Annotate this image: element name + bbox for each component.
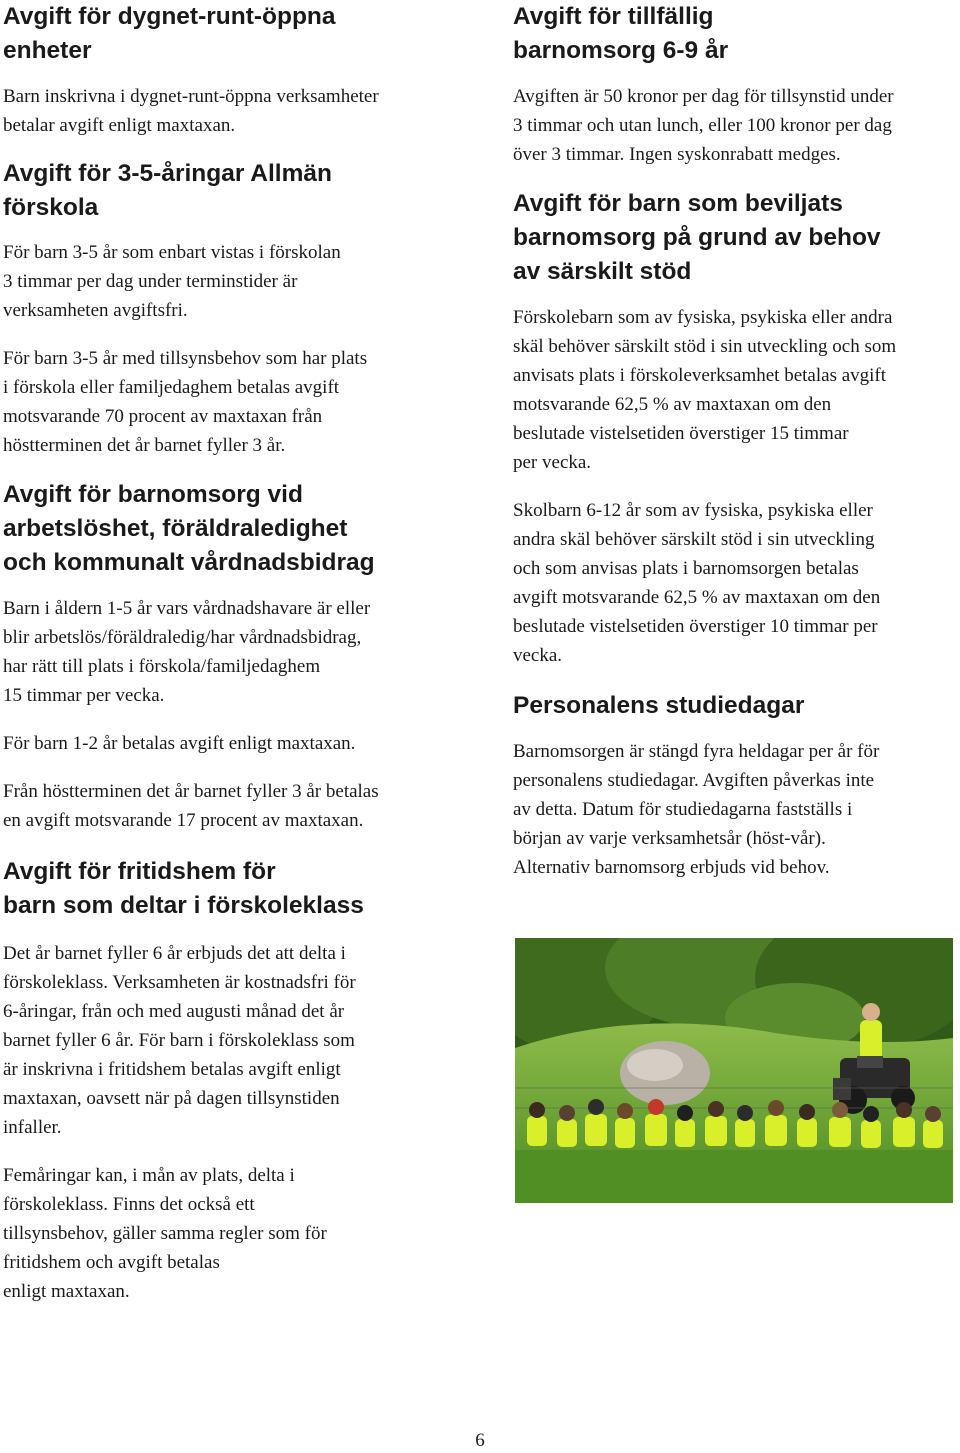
text-line: per vecka.	[513, 452, 592, 473]
para-sarskilt-stod-2	[513, 496, 958, 670]
para-arbetsloshet-2	[3, 729, 448, 758]
text-line: enligt maxtaxan.	[3, 1281, 130, 1302]
text-line: betalar avgift enligt maxtaxan.	[3, 115, 236, 136]
text-line: Avgift för barn som beviljats	[513, 190, 843, 217]
text-line: 6-åringar, från och med augusti månad det år	[3, 1001, 345, 1022]
text-line: barnet fyller 6 år. För barn i förskoleklass som	[3, 1030, 355, 1051]
heading-fritidshem	[3, 855, 448, 923]
text-line: 3 timmar per dag under terminstider är	[3, 271, 298, 292]
text-line: Avgiften är 50 kronor per dag för tillsynstid under	[513, 86, 894, 107]
text-line: beslutade vistelsetiden överstiger 10 timmar per	[513, 616, 878, 637]
text-line: Femåringar kan, i mån av plats, delta i	[3, 1165, 295, 1186]
heading-allman-forskola	[3, 157, 448, 225]
heading-sarskilt-stod	[513, 187, 958, 289]
text-line: och som anvisas plats i barnomsorgen betalas	[513, 558, 859, 579]
text-line: förskola	[3, 194, 99, 221]
text-line: 15 timmar per vecka.	[3, 685, 165, 706]
text-line: barn som deltar i förskoleklass	[3, 892, 364, 919]
text-line: av särskilt stöd	[513, 258, 692, 285]
text-line: Barn i åldern 1-5 år vars vårdnadshavare är eller	[3, 598, 371, 619]
heading-tillfallig-barnomsorg	[513, 0, 958, 68]
text-line: maxtaxan, oavsett när på dagen tillsynstiden	[3, 1088, 340, 1109]
text-line: Förskolebarn som av fysiska, psykiska eller andra	[513, 307, 893, 328]
text-line: en avgift motsvarande 17 procent av maxtaxan.	[3, 810, 364, 831]
text-line: barnomsorg på grund av behov	[513, 224, 881, 251]
text-line: Avgift för tillfällig	[513, 3, 714, 30]
text-line: personalens studiedagar. Avgiften påverkas inte	[513, 770, 875, 791]
foreground-grass	[515, 1150, 953, 1203]
text-line: motsvarande 70 procent av maxtaxan från	[3, 406, 323, 427]
text-line: 3 timmar och utan lunch, eller 100 kronor per dag	[513, 115, 892, 136]
text-line: verksamheten avgiftsfri.	[3, 300, 188, 321]
text-line: Skolbarn 6-12 år som av fysiska, psykiska eller	[513, 500, 873, 521]
photo-children-on-lawn	[515, 938, 953, 1203]
text-line: förskoleklass. Verksamheten är kostnadsfri för	[3, 972, 356, 993]
text-line: andra skäl behöver särskilt stöd i sin utveckling	[513, 529, 875, 550]
page-number: 6	[475, 1430, 485, 1451]
text-line: i förskola eller familjedaghem betalas avgift	[3, 377, 340, 398]
text-line: skäl behöver särskilt stöd i sin utveckling och som	[513, 336, 897, 357]
text-line: och kommunalt vårdnadsbidrag	[3, 549, 375, 576]
text-line: För barn 1-2 år betalas avgift enligt maxtaxan.	[3, 733, 356, 754]
text-line: Avgift för dygnet-runt-öppna	[3, 3, 336, 30]
heading-arbetsloshet	[3, 478, 448, 580]
text-line: infaller.	[3, 1117, 62, 1138]
text-line: är inskrivna i fritidshem betalas avgift enligt	[3, 1059, 341, 1080]
text-line: har rätt till plats i förskola/familjedaghem	[3, 656, 321, 677]
text-line: blir arbetslös/föräldraledig/har vårdnadsbidrag,	[3, 627, 362, 648]
left-column	[3, 0, 448, 1306]
para-sarskilt-stod-1	[513, 303, 958, 477]
para-fritidshem-2	[3, 1161, 448, 1306]
text-line: över 3 timmar. Ingen syskonrabatt medges.	[513, 144, 841, 165]
heading-studiedagar	[513, 689, 958, 723]
heading-dygnet-runt	[3, 0, 448, 68]
text-line: vecka.	[513, 645, 563, 666]
para-allman-forskola-2	[3, 344, 448, 460]
text-line: För barn 3-5 år som enbart vistas i förskolan	[3, 242, 341, 263]
text-line: motsvarande 62,5 % av maxtaxan om den	[513, 394, 832, 415]
text-line: av detta. Datum för studiedagarna fastställs i	[513, 799, 853, 820]
text-line: anvisats plats i förskoleverksamhet betalas avgift	[513, 365, 887, 386]
text-line: beslutade vistelsetiden överstiger 15 timmar	[513, 423, 849, 444]
text-line: Barnomsorgen är stängd fyra heldagar per år för	[513, 741, 880, 762]
text-line: början av varje verksamhetsår (höst-vår).	[513, 828, 826, 849]
text-line: arbetslöshet, föräldraledighet	[3, 515, 348, 542]
para-allman-forskola-1	[3, 238, 448, 325]
para-dygnet-runt	[3, 82, 448, 140]
para-tillfallig-barnomsorg	[513, 82, 958, 169]
text-line: Avgift för 3-5-åringar Allmän	[3, 160, 332, 187]
text-line: Barn inskrivna i dygnet-runt-öppna verksamheter	[3, 86, 379, 107]
text-line: barnomsorg 6-9 år	[513, 37, 729, 64]
text-line: Det år barnet fyller 6 år erbjuds det att delta i	[3, 943, 346, 964]
text-line: För barn 3-5 år med tillsynsbehov som har plats	[3, 348, 368, 369]
text-line: avgift motsvarande 62,5 % av maxtaxan om den	[513, 587, 881, 608]
para-fritidshem-1	[3, 939, 448, 1142]
text-line: Avgift för fritidshem för	[3, 858, 276, 885]
text-line: Från höstterminen det år barnet fyller 3 år betalas	[3, 781, 379, 802]
text-line: Personalens studiedagar	[513, 692, 805, 719]
text-line: höstterminen det år barnet fyller 3 år.	[3, 435, 286, 456]
text-line: förskoleklass. Finns det också ett	[3, 1194, 255, 1215]
text-line: enheter	[3, 37, 92, 64]
text-line: tillsynsbehov, gäller samma regler som för	[3, 1223, 327, 1244]
para-studiedagar	[513, 737, 958, 882]
text-line: Avgift för barnomsorg vid	[3, 481, 303, 508]
text-line: Alternativ barnomsorg erbjuds vid behov.	[513, 857, 830, 878]
right-column	[513, 0, 958, 882]
para-arbetsloshet-1	[3, 594, 448, 710]
para-arbetsloshet-3	[3, 777, 448, 835]
text-line: fritidshem och avgift betalas	[3, 1252, 220, 1273]
